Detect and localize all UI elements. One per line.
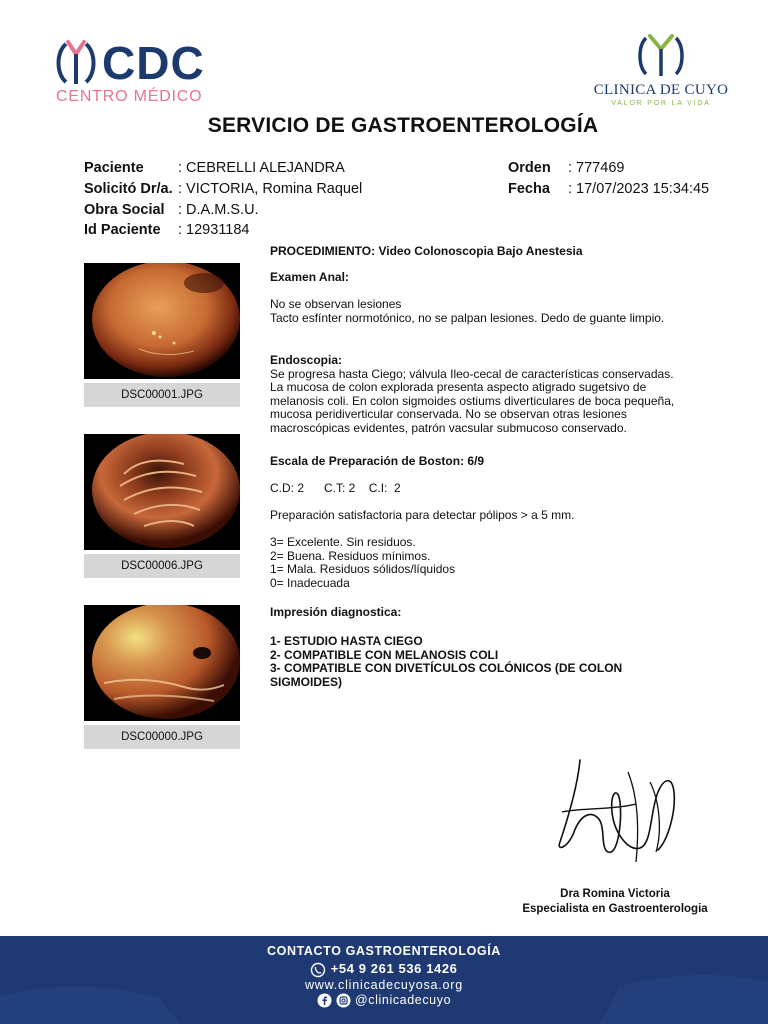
- signer-title: Especialista en Gastroenterologia: [522, 903, 708, 915]
- diagnosis-list: [270, 635, 730, 689]
- endoscopy-image: [84, 263, 240, 379]
- endoscopy-line: macroscópicas evidentes, patrón vacsular submucoso conservado.: [270, 420, 627, 435]
- footer-social-row: [0, 993, 768, 1008]
- order-label: Orden: [508, 160, 551, 176]
- facebook-icon[interactable]: [317, 993, 332, 1008]
- anal-exam-title: Examen Anal:: [270, 270, 349, 284]
- scale-item: 2= Buena. Residuos mínimos.: [270, 548, 431, 563]
- scale-item: 1= Mala. Residuos sólidos/líquidos: [270, 562, 456, 576]
- page-title: SERVICIO DE GASTROENTEROLOGÍA: [207, 114, 599, 137]
- cdc-logo-text: CDC: [102, 37, 205, 89]
- instagram-icon[interactable]: [336, 993, 351, 1008]
- date-label: Fecha: [508, 181, 550, 197]
- endoscopy-section: [270, 354, 730, 435]
- contact-footer: [0, 936, 768, 1024]
- preparation-text: Preparación satisfactoria para detectar pólipos > a 5 mm.: [270, 508, 575, 522]
- diagnosis-item: 3- COMPATIBLE CON DIVETÍCULOS COLÓNICOS (DE COLON: [270, 661, 623, 675]
- anal-exam-line: No se observan lesiones: [270, 297, 402, 311]
- signer-name: Dra Romina Victoria: [560, 888, 670, 900]
- requesting-doctor-value: : VICTORIA, Romina Raquel: [178, 181, 363, 197]
- endoscopy-line: mucosa peridiverticular conservada. No se observan otras lesiones: [270, 407, 627, 421]
- diagnosis-item: 2- COMPATIBLE CON MELANOSIS COLI: [270, 647, 499, 662]
- insurance-value: : D.A.M.S.U.: [178, 202, 259, 218]
- date-value: : 17/07/2023 15:34:45: [568, 181, 710, 197]
- scale-item: 3= Excelente. Sin residuos.: [270, 535, 416, 549]
- image-caption: DSC00006.JPG: [84, 554, 240, 578]
- procedure-text: PROCEDIMIENTO: Video Colonoscopia Bajo Anestesia: [270, 244, 583, 258]
- footer-phone-row: [0, 961, 768, 978]
- diagnostic-impression-title: Impresión diagnostica:: [270, 605, 402, 619]
- patient-value: : CEBRELLI ALEJANDRA: [178, 160, 345, 176]
- anal-exam-line: Tacto esfínter normotónico, no se palpan lesiones. Dedo de guante limpio.: [270, 310, 665, 325]
- endoscopy-image: [84, 605, 240, 721]
- clinica-de-cuyo-name: CLINICA DE CUYO: [593, 82, 729, 98]
- clinica-de-cuyo-tagline: VALOR POR LA VIDA: [611, 100, 711, 107]
- patient-label: Paciente: [84, 160, 144, 176]
- scale-item: 0= Inadecuada: [270, 575, 350, 590]
- boston-scores: C.D: 2 C.T: 2 C.I: 2: [270, 481, 401, 495]
- anal-exam-section: [270, 271, 730, 285]
- endoscopy-line: melanosis coli. En colon sigmoides ostiums diverticulares de boca pequeña,: [270, 393, 675, 408]
- endoscopy-line: Se progresa hasta Ciego; válvula Ileo-cecal de características conservadas.: [270, 366, 674, 381]
- image-caption: DSC00000.JPG: [84, 725, 240, 749]
- patient-id-label: Id Paciente: [84, 222, 161, 238]
- footer-title: CONTACTO GASTROENTEROLOGÍA: [267, 944, 501, 958]
- handwritten-signature: [540, 752, 690, 872]
- cdc-logo: [52, 36, 222, 106]
- boston-scale-legend: [270, 536, 730, 590]
- patient-id-value: : 12931184: [178, 222, 250, 238]
- insurance-label: Obra Social: [84, 202, 165, 218]
- footer-phone[interactable]: +54 9 261 536 1426: [330, 961, 458, 976]
- whatsapp-icon: [310, 962, 326, 978]
- anal-exam-body: [270, 298, 730, 325]
- cdc-logo-subtitle: CENTRO MÉDICO: [56, 88, 203, 105]
- cdc-logo-icon: [52, 38, 100, 88]
- requesting-doctor-label: Solicitó Dr/a.: [84, 181, 173, 197]
- endoscopy-line: La mucosa de colon explorada presenta aspecto atigrado sugetsivo de: [270, 380, 647, 394]
- clinica-de-cuyo-logo: [586, 32, 736, 112]
- order-value: : 777469: [568, 160, 625, 176]
- endoscopy-title: Endoscopia:: [270, 353, 343, 367]
- clinica-de-cuyo-logo-icon: [632, 32, 690, 80]
- diagnosis-item: SIGMOIDES): [270, 674, 343, 689]
- diagnosis-item: 1- ESTUDIO HASTA CIEGO: [270, 634, 423, 648]
- footer-social-handle[interactable]: @clinicadecuyo: [355, 993, 452, 1007]
- diagnostic-impression-section: [270, 606, 730, 620]
- endoscopy-image: [84, 434, 240, 550]
- footer-website[interactable]: www.clinicadecuyosa.org: [304, 978, 464, 992]
- image-caption: DSC00001.JPG: [84, 383, 240, 407]
- boston-title: Escala de Preparación de Boston: 6/9: [270, 454, 485, 468]
- boston-section: [270, 455, 730, 469]
- procedure-line: [270, 245, 730, 259]
